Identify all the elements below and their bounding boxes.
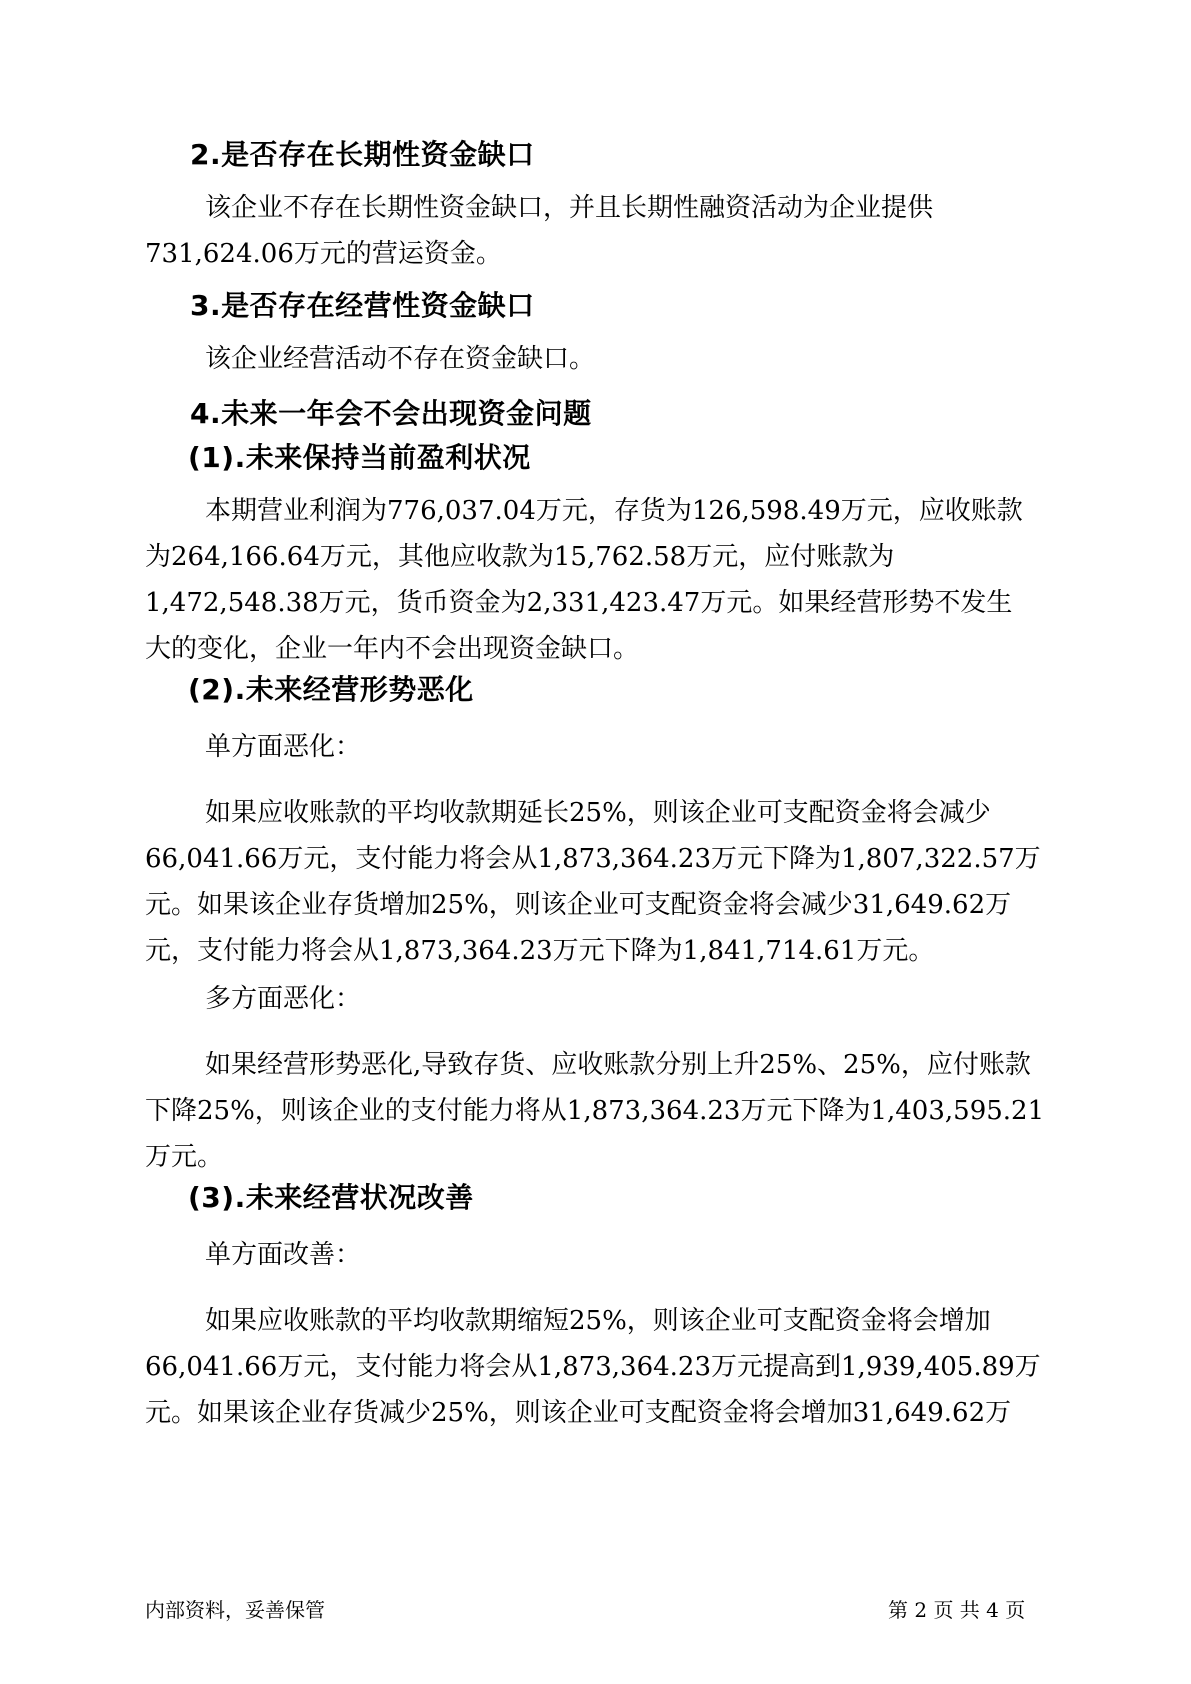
- text-line: 本期营业利润为776,037.04万元，存货为126,598.49万元，应收账款: [205, 496, 1023, 526]
- paragraph-single-worsen: [145, 790, 1050, 974]
- text-line: 为264,166.64万元，其他应收款为15,762.58万元，应付账款为: [145, 542, 895, 572]
- text-line: 如果应收账款的平均收款期缩短25%，则该企业可支配资金将会增加: [205, 1306, 991, 1336]
- text-line: 66,041.66万元，支付能力将会从1,873,364.23万元提高到1,939,405.89万: [145, 1352, 1041, 1382]
- label-single-worsen: [145, 724, 1050, 770]
- heading-improve: (3).未来经营状况改善: [188, 1181, 474, 1214]
- text-line: 元，支付能力将会从1,873,364.23万元下降为1,841,714.61万元。: [145, 936, 935, 966]
- text-line: 元。如果该企业存货减少25%，则该企业可支配资金将会增加31,649.62万: [145, 1398, 1012, 1428]
- paragraph-multi-worsen: [145, 1042, 1050, 1180]
- footer-confidential-note: 内部资料，妥善保管: [145, 1598, 325, 1622]
- footer-page-number: 第 2 页 共 4 页: [888, 1598, 1026, 1622]
- text-line: 该企业经营活动不存在资金缺口。: [205, 344, 596, 374]
- paragraph-operating-gap: [145, 336, 1050, 382]
- text-line: 如果应收账款的平均收款期延长25%，则该企业可支配资金将会减少: [205, 798, 991, 828]
- text-line: 万元。: [145, 1142, 224, 1172]
- label-multi-worsen: [145, 976, 1050, 1022]
- text-line: 66,041.66万元，支付能力将会从1,873,364.23万元下降为1,807,322.57万: [145, 844, 1041, 874]
- text-line: 1,472,548.38万元，货币资金为2,331,423.47万元。如果经营形势不发生: [145, 588, 1013, 618]
- text-line: 单方面改善：: [205, 1240, 362, 1270]
- heading-long-term-gap: 2.是否存在长期性资金缺口: [190, 138, 535, 171]
- text-line: 多方面恶化：: [205, 984, 362, 1014]
- paragraph-single-improve: [145, 1298, 1050, 1436]
- text-line: 731,624.06万元的营运资金。: [145, 239, 502, 269]
- text-line: 单方面恶化：: [205, 732, 362, 762]
- heading-next-year: 4.未来一年会不会出现资金问题: [190, 397, 592, 430]
- paragraph-long-term-gap: [145, 185, 1050, 277]
- text-line: 该企业不存在长期性资金缺口，并且长期性融资活动为企业提供: [205, 193, 934, 223]
- text-line: 大的变化，企业一年内不会出现资金缺口。: [145, 634, 640, 664]
- heading-maintain-profit: (1).未来保持当前盈利状况: [188, 441, 531, 474]
- text-line: 下降25%，则该企业的支付能力将从1,873,364.23万元下降为1,403,595.21: [145, 1096, 1045, 1126]
- heading-operating-gap: 3.是否存在经营性资金缺口: [190, 289, 535, 322]
- text-line: 元。如果该企业存货增加25%，则该企业可支配资金将会减少31,649.62万: [145, 890, 1012, 920]
- paragraph-maintain-profit: [145, 488, 1050, 672]
- text-line: 如果经营形势恶化,导致存货、应收账款分别上升25%、25%，应付账款: [205, 1050, 1031, 1080]
- heading-worsen: (2).未来经营形势恶化: [188, 673, 474, 706]
- label-single-improve: [145, 1232, 1050, 1278]
